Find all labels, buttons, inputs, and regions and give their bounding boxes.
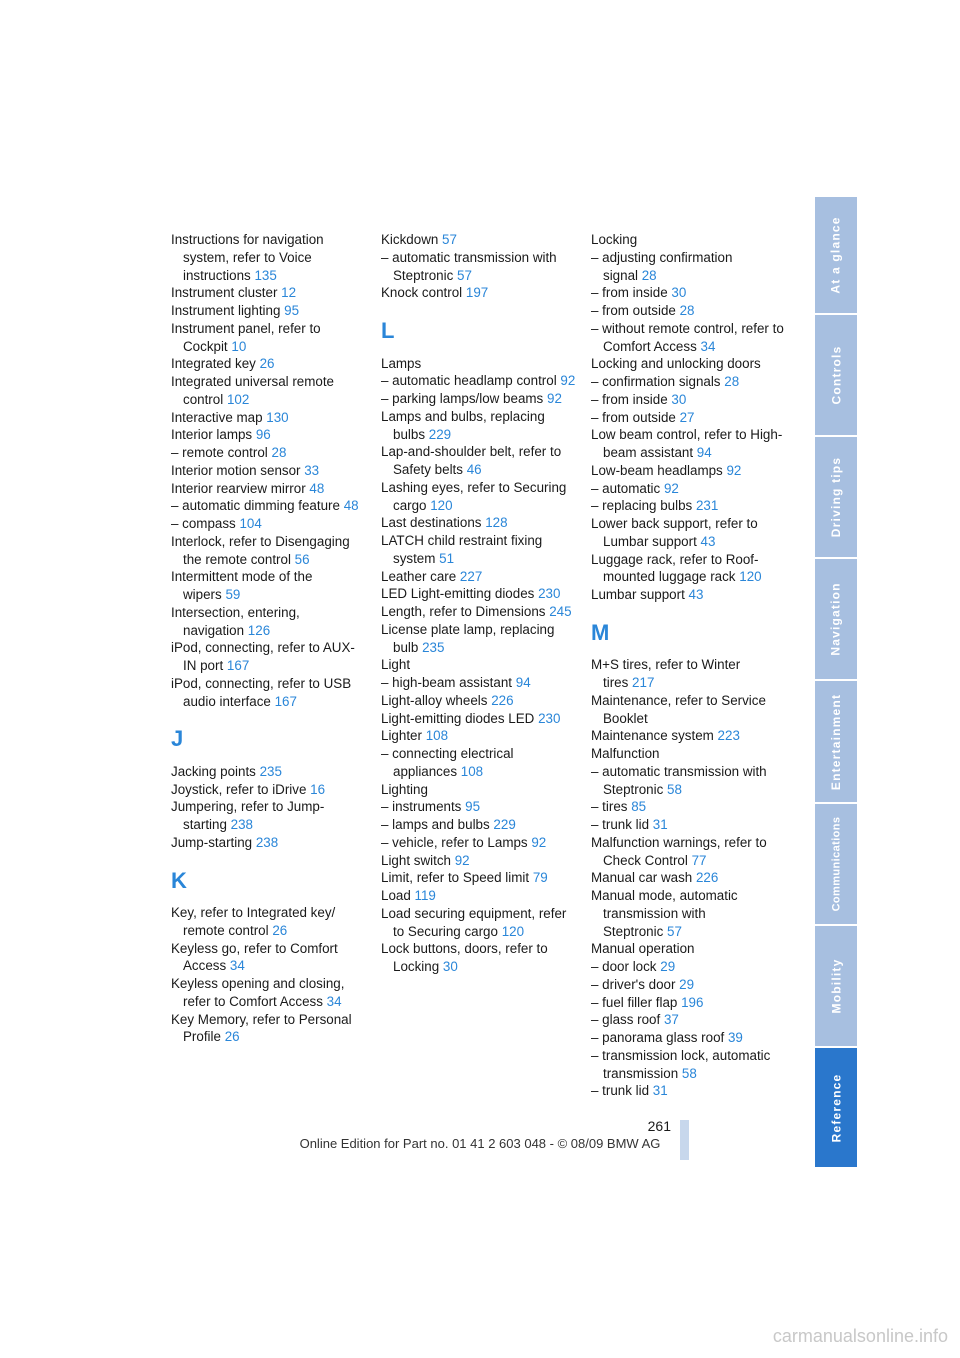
index-entry [591,834,787,870]
index-entry [381,532,577,568]
index-entry-text: Jump-starting [171,834,253,850]
page-reference-link[interactable]: 85 [631,799,647,815]
index-entry [171,975,367,1011]
page-reference-link[interactable]: 30 [671,391,687,407]
index-entry-text: Maintenance, refer to Service Booklet [591,692,766,726]
index-entry [171,639,367,675]
index-entry-text: – adjusting confirmation signal [591,249,733,283]
index-entry [171,904,367,940]
index-entry-text: – instruments [381,799,462,815]
index-entry-text: Instructions for navigation system, refer to Voice instructions [171,232,324,283]
index-entry [591,551,787,587]
index-entry [591,515,787,551]
index-entry-text: Light [381,657,411,673]
index-entry-text: iPod, connecting, refer to AUX-IN port [171,640,355,673]
page-reference-link[interactable]: 57 [457,267,472,283]
index-entry-text: LED Light-emitting diodes [381,586,535,602]
page-reference-link[interactable]: 126 [247,622,271,638]
index-entry [381,852,577,870]
section-tabs [815,197,857,1167]
page-reference-link[interactable]: 26 [272,922,288,938]
index-entry [171,515,367,533]
index-entry [171,462,367,480]
index-entry [171,355,367,373]
page-reference-link[interactable]: 57 [667,923,682,939]
index-entry-text: – replacing bulbs [591,498,693,514]
index-entry-text: Length, refer to Dimensions [381,604,546,619]
index-entry-text: Jacking points [171,763,256,779]
index-entry-text: – high-beam assistant [381,675,513,690]
index-entry-text: Knock control [381,285,463,301]
index-entry [171,409,367,427]
page-reference-link[interactable]: 227 [459,568,483,584]
page-reference-link[interactable]: 217 [632,675,655,690]
index-entry [591,1082,787,1100]
page-reference-link[interactable]: 196 [681,994,704,1010]
index-entry-text: Key Memory, refer to Personal Profile [171,1011,352,1045]
index-entry-text: Maintenance system [591,728,714,744]
page-reference-link[interactable]: 119 [414,888,436,903]
index-entry [591,409,787,427]
index-entry-text: Lower back support, refer to Lumbar support [591,516,758,549]
index-entry [381,355,577,373]
index-entry-text: – automatic dimming feature [171,498,340,514]
index-entry [591,887,787,940]
index-entry-text: – door lock [591,959,657,974]
index-entry-text: Load securing equipment, refer to Securing cargo [381,905,567,939]
index-entry-text: Instrument cluster [171,285,278,301]
index-entry [171,302,367,320]
index-entry [381,585,577,603]
index-entry [591,355,787,373]
index-entry-text: Light switch [381,852,451,868]
page-reference-link[interactable]: 27 [679,409,695,425]
index-entry [591,994,787,1012]
page-reference-link[interactable]: 92 [454,852,470,868]
index-entry-text: – compass [171,516,236,531]
page-reference-link[interactable]: 96 [255,427,271,443]
index-entry [591,231,787,249]
footer-edition-note: Online Edition for Part no. 01 41 2 603 048 - © 08/09 BMW AG [299,1136,661,1151]
tab-communications[interactable] [815,804,857,926]
page-reference-link[interactable]: 28 [679,303,695,318]
index-entry [591,586,787,604]
index-entry-text: – without remote control, refer to Comfort Access [591,320,784,354]
index-entry [171,480,367,498]
index-entry-text: Limit, refer to Speed limit [381,870,530,886]
page-reference-link[interactable]: 77 [691,852,707,868]
page-reference-link[interactable]: 31 [652,1083,668,1099]
index-entry [591,869,787,887]
page-reference-link[interactable]: 226 [491,692,514,708]
index-letter-heading: K [171,867,187,893]
index-entry [591,1047,787,1083]
index-entry [171,798,367,834]
page-reference-link[interactable]: 10 [231,338,247,354]
index-letter-heading: L [381,318,395,343]
page-number: 261 [647,1118,671,1134]
page-reference-link[interactable]: 238 [255,834,279,850]
index-entry-text: – confirmation signals [591,374,721,389]
page-reference-link[interactable]: 57 [442,232,457,247]
index-entry [381,887,577,905]
index-entry-text: Lashing eyes, refer to Securing cargo [381,479,567,513]
page-reference-link[interactable]: 92 [663,480,679,496]
page-reference-link[interactable]: 230 [538,710,561,726]
tab-driving-tips[interactable] [815,437,857,559]
index-entry-text: Interactive map [171,409,263,425]
index-entry-text: Manual car wash [591,870,693,886]
tab-label: Driving tips [829,456,843,538]
index-entry-text: Lumbar support [591,587,685,602]
tab-label: Reference [829,1073,843,1142]
index-entry-text: Integrated universal remote control [171,374,335,407]
index-entry [591,320,787,356]
page-reference-link[interactable]: 26 [259,356,275,372]
index-entry [381,727,577,745]
index-entry [171,604,367,640]
page-reference-link[interactable]: 34 [326,993,342,1009]
page-reference-link[interactable]: 56 [294,551,310,567]
index-entry [381,798,577,816]
index-entry [171,1011,367,1047]
page-reference-link[interactable]: 92 [560,373,576,389]
index-entry [171,497,367,515]
index-entry [171,320,367,356]
index-entry [381,514,577,532]
index-entry [591,940,787,958]
page-reference-link[interactable]: 79 [532,870,548,886]
index-entry-text: – remote control [171,445,268,460]
index-entry [171,284,367,302]
index-entry [171,568,367,604]
page-reference-link[interactable]: 229 [428,426,452,442]
index-entry-text: – panorama glass roof [591,1030,725,1045]
index-entry-text: – tires [591,799,628,815]
tab-controls[interactable] [815,315,857,437]
index-entry-text: Lighter [381,728,422,744]
page-reference-link[interactable]: 104 [239,516,262,531]
page-reference-link[interactable]: 120 [501,923,525,939]
page-reference-link[interactable]: 128 [485,515,508,531]
index-entry [171,675,367,711]
index-entry-text: Last destinations [381,515,482,531]
index-entry [591,816,787,834]
index-entry-text: Malfunction warnings, refer to Check Control [591,834,767,868]
page-reference-link[interactable]: 231 [695,498,719,514]
index-entry [381,674,577,692]
index-entry [381,231,577,249]
index-entry-text: Malfunction [591,746,660,761]
index-entry [591,1011,787,1029]
index-entry-text: Joystick, refer to iDrive [171,781,307,797]
index-entry-text: Manual mode, automatic transmission with Steptronic [591,888,738,939]
index-entry-text: – transmission lock, automatic transmission [591,1047,771,1081]
page-reference-link[interactable]: 43 [688,587,704,602]
watermark: carmanualsonline.info [772,1326,948,1346]
index-entry [591,284,787,302]
index-entry-text: Lighting [381,781,428,797]
index-column-3 [591,231,787,1100]
index-entry-text: Manual operation [591,941,695,957]
page-reference-link[interactable]: 39 [727,1030,743,1045]
index-entry-text: – glass roof [591,1012,661,1028]
page-reference-link[interactable]: 120 [739,569,762,585]
index-entry-text: – automatic headlamp control [381,373,557,389]
page-reference-link[interactable]: 130 [266,409,289,425]
index-entry-text: M+S tires, refer to Winter tires [591,657,741,690]
page-reference-link[interactable]: 58 [667,781,682,797]
index-entry-text: Instrument lighting [171,303,281,318]
index-entry [591,958,787,976]
index-letter-heading: M [591,619,610,645]
index-entry [171,781,367,799]
index-entry-text: Lap-and-shoulder belt, refer to Safety belts [381,444,562,477]
index-entry-text: Light-alloy wheels [381,692,488,708]
page-reference-link[interactable]: 223 [717,728,740,744]
index-entry [381,656,577,674]
page-reference-link[interactable]: 31 [652,817,668,832]
page-reference-link[interactable]: 28 [724,374,740,389]
page-reference-link[interactable]: 92 [531,834,547,850]
index-entry-text: – trunk lid [591,1083,650,1099]
index-entry [591,480,787,498]
index-entry [591,976,787,994]
page-reference-link[interactable]: 230 [538,586,561,602]
index-entry [381,710,577,728]
index-entry-text: – lamps and bulbs [381,817,490,832]
page-reference-link[interactable]: 167 [274,693,297,709]
tab-entertainment[interactable] [815,681,857,804]
page-reference-link[interactable]: 238 [230,817,253,832]
tab-at-a-glance[interactable] [815,197,857,315]
index-entry-text: – connecting electrical appliances [381,746,514,779]
page-reference-link[interactable]: 34 [229,958,245,974]
tab-label: Navigation [829,582,843,656]
index-entry-text: Instrument panel, refer to Cockpit [171,320,321,354]
index-entry-text: Keyless opening and closing, refer to Comfort Access [171,976,345,1009]
index-entry [591,249,787,285]
tab-label: Controls [829,345,843,405]
index-entry-text: – from inside [591,391,668,407]
index-column-2 [381,231,577,976]
index-entry [381,869,577,887]
index-entry [171,444,367,462]
index-entry [381,603,577,621]
index-entry-text: – automatic transmission with Steptronic [591,763,767,797]
index-entry-text: iPod, connecting, refer to USB audio interface [171,675,352,709]
index-entry [171,940,367,976]
index-column-1 [171,231,367,1046]
page-reference-link[interactable]: 29 [679,976,695,992]
page-reference-link[interactable]: 46 [466,462,482,477]
index-entry-text: Locking and unlocking doors [591,356,761,372]
index-entry-text: Load [381,888,411,903]
page-reference-link[interactable]: 108 [460,763,484,779]
index-entry-text: – driver's door [591,976,676,992]
page-reference-link[interactable]: 245 [549,604,572,619]
index-entry [381,390,577,408]
index-entry-text: LATCH child restraint fixing system [381,533,543,566]
tab-navigation[interactable] [815,559,857,681]
index-entry [171,426,367,444]
index-entry [381,408,577,444]
index-entry-text: – trunk lid [591,817,650,832]
tab-label: Entertainment [829,693,843,790]
index-entry [591,745,787,763]
index-entry [591,462,787,480]
index-entry-text: Intermittent mode of the wipers [171,569,313,602]
page-reference-link[interactable]: 37 [663,1012,679,1028]
index-entry-text: Keyless go, refer to Comfort Access [171,940,338,974]
page-reference-link[interactable]: 59 [225,587,241,602]
index-entry-text: Integrated key [171,356,256,372]
index-entry-text: License plate lamp, replacing bulb [381,621,555,655]
index-entry-text: Jumpering, refer to Jump-starting [171,799,325,832]
page-reference-link[interactable]: 29 [660,959,676,974]
page-reference-link[interactable]: 229 [493,817,516,832]
index-entry [591,391,787,409]
index-entry [171,763,367,781]
index-entry [171,533,367,569]
index-entry [381,816,577,834]
index-entry [381,621,577,657]
tab-label: Mobility [829,958,843,1014]
page-reference-link[interactable]: 95 [465,799,481,815]
index-entry-text: Luggage rack, refer to Roof-mounted luggage rack [591,551,759,585]
page-reference-link[interactable]: 28 [641,267,657,283]
page-reference-link[interactable]: 48 [343,498,359,514]
page-reference-link[interactable]: 94 [515,675,531,690]
index-entry-text: – from outside [591,409,676,425]
index-entry-text: Low beam control, refer to High-beam assistant [591,427,783,460]
index-entry-text: Lock buttons, doors, refer to Locking [381,941,548,974]
index-entry-text: Light-emitting diodes LED [381,710,535,726]
index-entry-text: – vehicle, refer to Lamps [381,834,528,850]
index-entry-text: Interlock, refer to Disengaging the remote control [171,533,350,567]
index-entry [591,656,787,692]
index-entry-text: Interior lamps [171,427,253,443]
index-entry [381,568,577,586]
index-entry [591,798,787,816]
index-entry-text: Kickdown [381,232,439,247]
index-entry [591,763,787,799]
tab-mobility[interactable] [815,926,857,1048]
index-entry [591,373,787,391]
index-entry [591,727,787,745]
index-letter-heading: J [171,726,184,752]
page-reference-link[interactable]: 102 [226,391,250,407]
index-entry [591,1029,787,1047]
index-entry [381,372,577,390]
index-entry-text: Lamps [381,355,422,371]
page-reference-link[interactable]: 51 [439,550,455,566]
index-entry [171,834,367,852]
page-reference-link[interactable]: 30 [671,285,687,301]
page-reference-link[interactable]: 58 [681,1065,697,1081]
index-entry [381,834,577,852]
page-reference-link[interactable]: 235 [259,763,282,779]
index-entry [381,745,577,781]
index-entry-text: – automatic [591,480,661,496]
page-reference-link[interactable]: 92 [726,462,742,478]
index-entry-text: – from outside [591,303,676,318]
index-entry [591,302,787,320]
page-reference-link[interactable]: 26 [224,1029,240,1045]
index-entry-text: Intersection, entering, navigation [171,604,300,638]
page-reference-link[interactable]: 235 [422,639,445,655]
page-reference-link[interactable]: 108 [425,728,449,744]
page-reference-link[interactable]: 30 [442,959,458,974]
page-reference-link[interactable]: 48 [309,480,325,496]
index-entry-text: – automatic transmission with Steptronic [381,249,557,283]
index-entry-text: – parking lamps/low beams [381,391,544,406]
page-reference-link[interactable]: 226 [695,870,719,886]
index-entry-text: Locking [591,232,638,247]
page-reference-link[interactable]: 120 [430,497,453,513]
index-entry-text: Interior motion sensor [171,462,301,478]
tab-label: At a glance [829,216,844,294]
page-reference-link[interactable]: 33 [304,462,320,478]
page-reference-link[interactable]: 197 [465,285,489,301]
index-entry [381,940,577,976]
index-entry [381,692,577,710]
index-entry [381,284,577,302]
index-entry [591,692,787,728]
tab-label: Communications [830,816,842,912]
index-entry [381,249,577,285]
index-entry [591,426,787,462]
index-entry [381,443,577,479]
index-entry [381,905,577,941]
page-reference-link[interactable]: 34 [700,338,716,354]
index-entry-text: – fuel filler flap [591,994,678,1010]
page-reference-link[interactable]: 28 [271,445,287,460]
page-reference-link[interactable]: 12 [281,285,297,301]
page-reference-link[interactable]: 92 [547,391,562,406]
index-entry-text: Lamps and bulbs, replacing bulbs [381,408,545,442]
index-entry-text: Low-beam headlamps [591,462,723,478]
index-entry-text: Key, refer to Integrated key/ remote control [171,905,336,938]
page-reference-link[interactable]: 94 [696,445,712,460]
page-reference-link[interactable]: 16 [310,781,326,797]
index-entry [381,781,577,799]
index-entry [171,373,367,409]
index-entry [591,497,787,515]
index-entry [171,231,367,284]
index-entry-text: Interior rearview mirror [171,480,306,496]
page-reference-link[interactable]: 43 [700,533,716,549]
page-reference-link[interactable]: 95 [284,303,300,318]
index-entry [381,479,577,515]
index-entry-text: Leather care [381,568,457,584]
page-reference-link[interactable]: 135 [254,267,277,283]
page-reference-link[interactable]: 167 [226,658,250,673]
index-entry-text: – from inside [591,285,668,301]
